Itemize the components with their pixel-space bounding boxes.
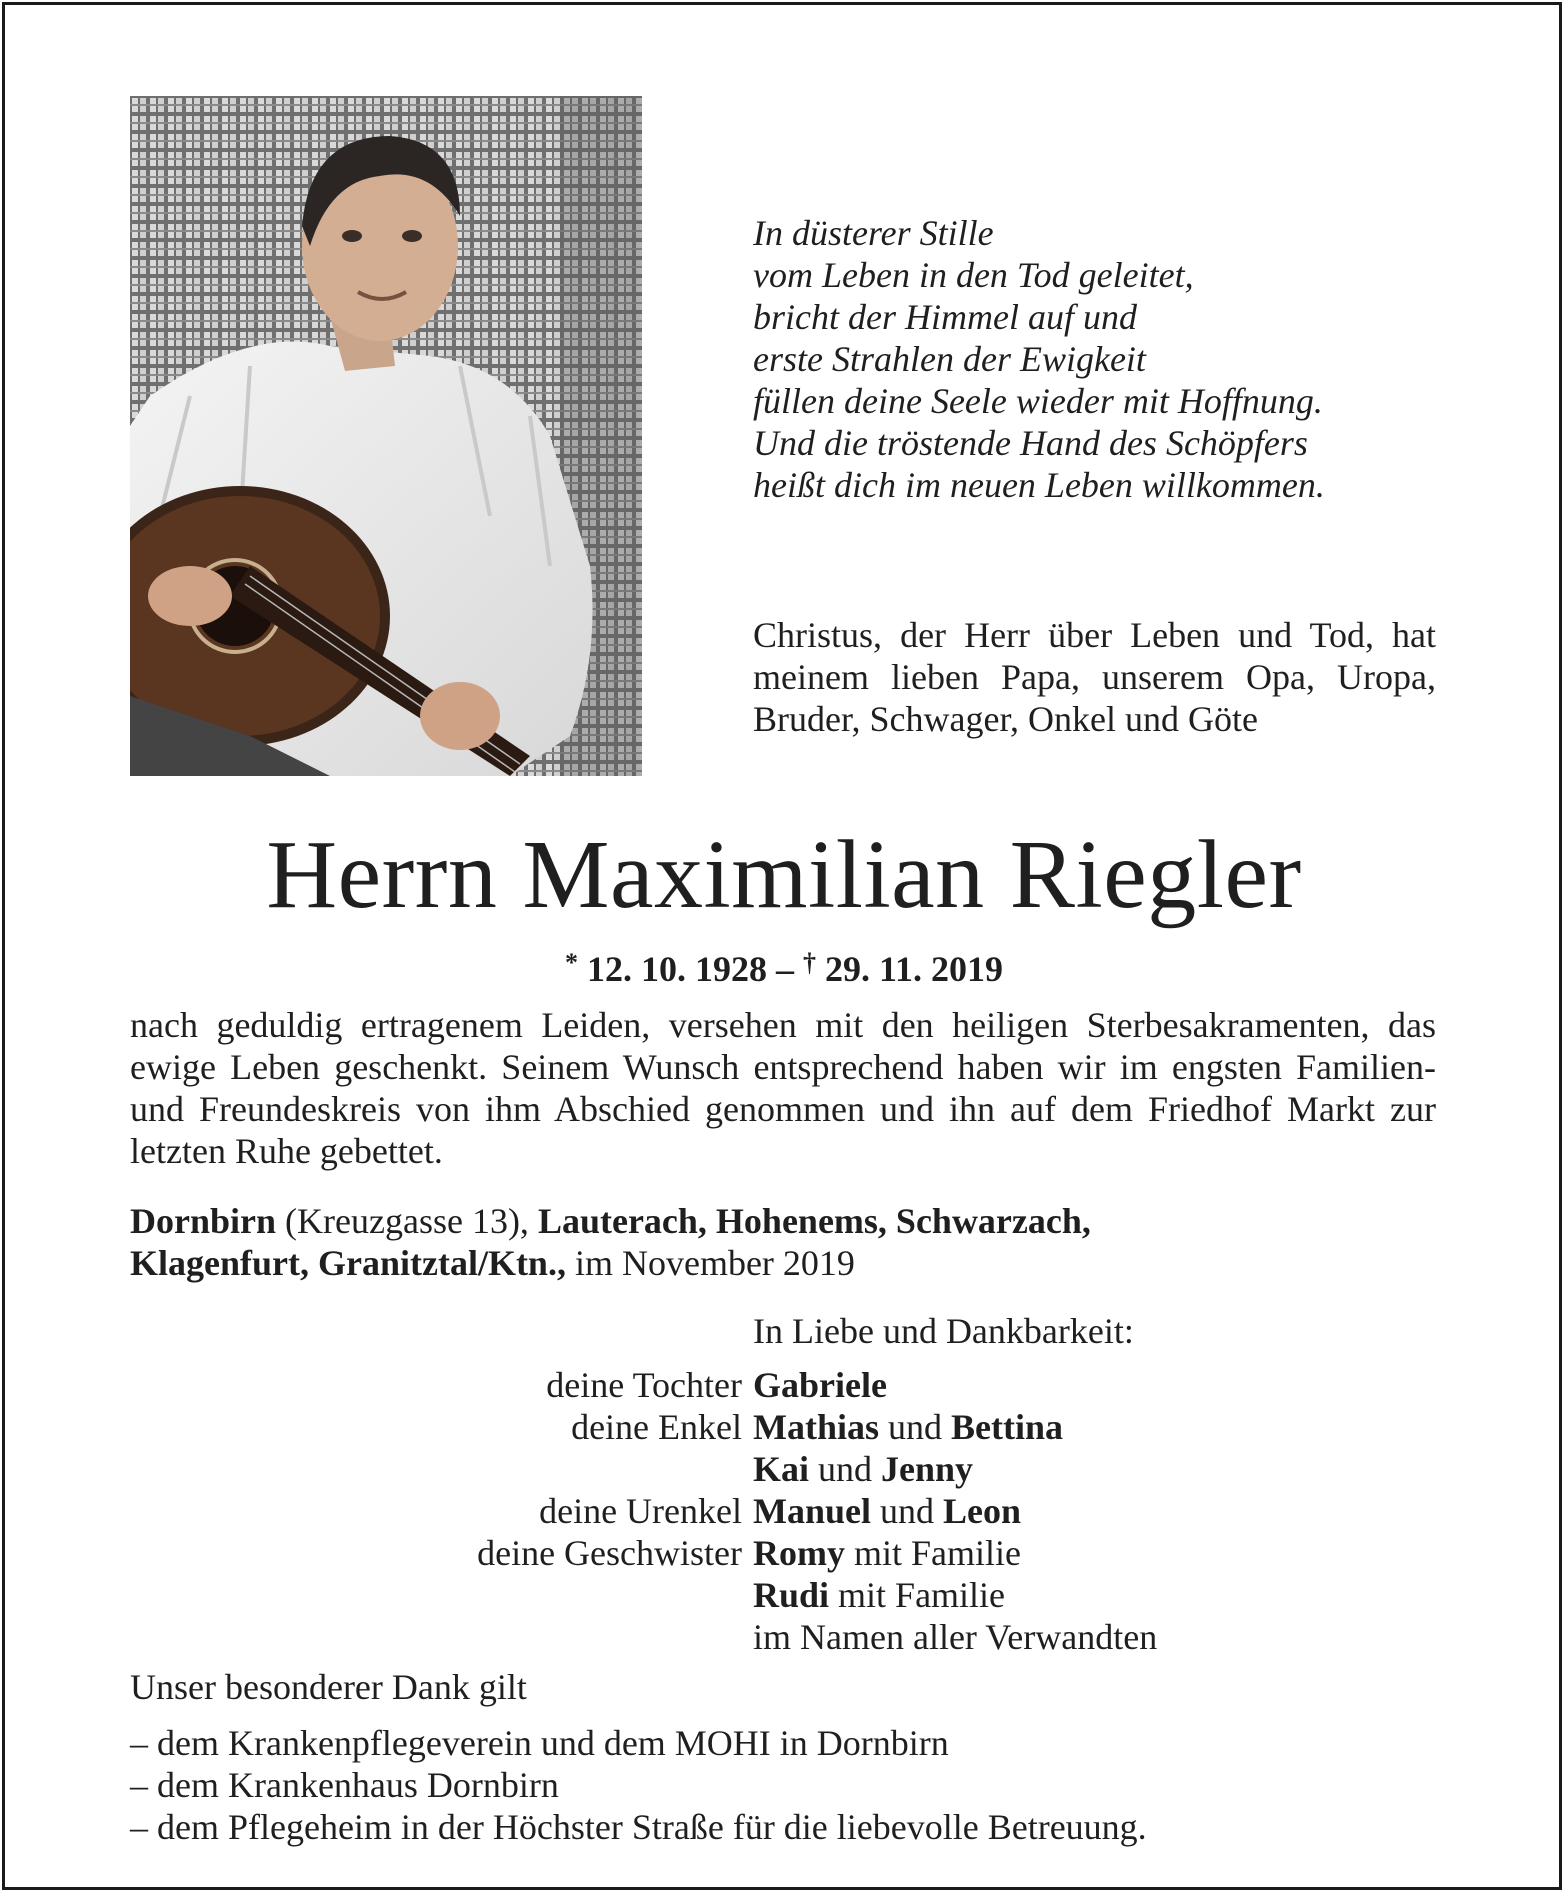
birth-symbol: * xyxy=(564,948,578,977)
gratitude-item: – dem Krankenpflegeverein und dem MOHI in Dornbirn xyxy=(130,1723,949,1763)
family-member-name: Kai xyxy=(753,1449,810,1489)
family-member-name: Rudi xyxy=(753,1575,830,1615)
family-member-name: Jenny xyxy=(881,1449,974,1489)
poem-line: vom Leben in den Tod geleitet, xyxy=(753,255,1194,295)
gratitude-item: – dem Pflegeheim in der Höchster Straße für die liebevolle Betreuung. xyxy=(130,1807,1147,1847)
family-list xyxy=(0,1364,1568,1658)
family-names xyxy=(753,1406,1063,1448)
poem xyxy=(753,212,1325,506)
poem-line: heißt dich im neuen Leben willkommen. xyxy=(753,465,1325,505)
poem-line: Und die tröstende Hand des Schöpfers xyxy=(753,423,1308,463)
family-names xyxy=(753,1490,1021,1532)
place-address: (Kreuzgasse 13), xyxy=(276,1201,538,1241)
family-connector: mit Familie xyxy=(845,1533,1021,1573)
family-names xyxy=(753,1364,887,1406)
family-relation: deine Enkel xyxy=(571,1407,742,1447)
body-text: nach geduldig ertragenem Leiden, versehen mit den heiligen Sterbesakramenten, das ewige Leben geschenkt. Seinem Wunsch entsprechend haben wir im engsten Familien- und Freundeskreis von ihm Abschied genommen und ihn auf dem Friedhof Markt zur letzten Ruhe gebettet. xyxy=(130,1005,1436,1171)
family-relation: deine Urenkel xyxy=(539,1491,742,1531)
family-connector: und xyxy=(879,1407,951,1447)
family-names xyxy=(753,1532,1021,1574)
family-row xyxy=(0,1574,1568,1616)
family-row xyxy=(0,1616,1568,1658)
family-connector: im Namen aller Verwandten xyxy=(753,1617,1158,1657)
family-connector: und xyxy=(871,1491,944,1531)
place-date: im November 2019 xyxy=(565,1243,855,1283)
deceased-name: Herrn Maximilian Riegler xyxy=(266,821,1302,929)
family-row xyxy=(0,1532,1568,1574)
family-relation: deine Geschwister xyxy=(477,1533,742,1573)
intro-text: Christus, der Herr über Leben und Tod, hat meinem lieben Papa, unserem Opa, Uropa, Bruder, Schwager, Onkel und Göte xyxy=(753,615,1436,739)
gratitude-item: – dem Krankenhaus Dornbirn xyxy=(130,1765,559,1805)
family-member-name: Bettina xyxy=(951,1407,1063,1447)
life-dates xyxy=(0,942,1568,990)
gratitude-list xyxy=(130,1722,1147,1848)
family-member-name: Mathias xyxy=(753,1407,879,1447)
family-row xyxy=(0,1490,1568,1532)
place-others-2: Klagenfurt, Granitztal/Ktn., xyxy=(130,1243,566,1283)
family-member-name: Romy xyxy=(753,1533,845,1573)
family-member-name: Gabriele xyxy=(753,1365,887,1405)
family-member-name: Leon xyxy=(943,1491,1022,1531)
family-names xyxy=(753,1616,1157,1658)
family-member-name: Manuel xyxy=(753,1491,872,1531)
family-connector: mit Familie xyxy=(829,1575,1006,1615)
poem-line: In düsterer Stille xyxy=(753,213,994,253)
poem-line: füllen deine Seele wieder mit Hoffnung. xyxy=(753,381,1323,421)
gratitude-title: Unser besonderer Dank gilt xyxy=(130,1667,527,1707)
family-row xyxy=(0,1448,1568,1490)
family-connector: und xyxy=(809,1449,882,1489)
thanks-intro: In Liebe und Dankbarkeit: xyxy=(753,1311,1134,1351)
family-row xyxy=(0,1364,1568,1406)
family-row xyxy=(0,1406,1568,1448)
date-separator: – xyxy=(766,949,803,989)
family-relation: deine Tochter xyxy=(546,1365,742,1405)
place-others-1: Lauterach, Hohenems, Schwarzach, xyxy=(537,1201,1091,1241)
portrait-photo xyxy=(130,96,642,776)
death-symbol: † xyxy=(802,948,816,977)
place-city: Dornbirn xyxy=(130,1201,277,1241)
family-names xyxy=(753,1448,973,1490)
poem-line: bricht der Himmel auf und xyxy=(753,297,1137,337)
family-names xyxy=(753,1574,1005,1616)
death-date: 29. 11. 2019 xyxy=(824,949,1003,989)
birth-date: 12. 10. 1928 xyxy=(586,949,767,989)
poem-line: erste Strahlen der Ewigkeit xyxy=(753,339,1146,379)
places-line xyxy=(130,1200,1436,1284)
